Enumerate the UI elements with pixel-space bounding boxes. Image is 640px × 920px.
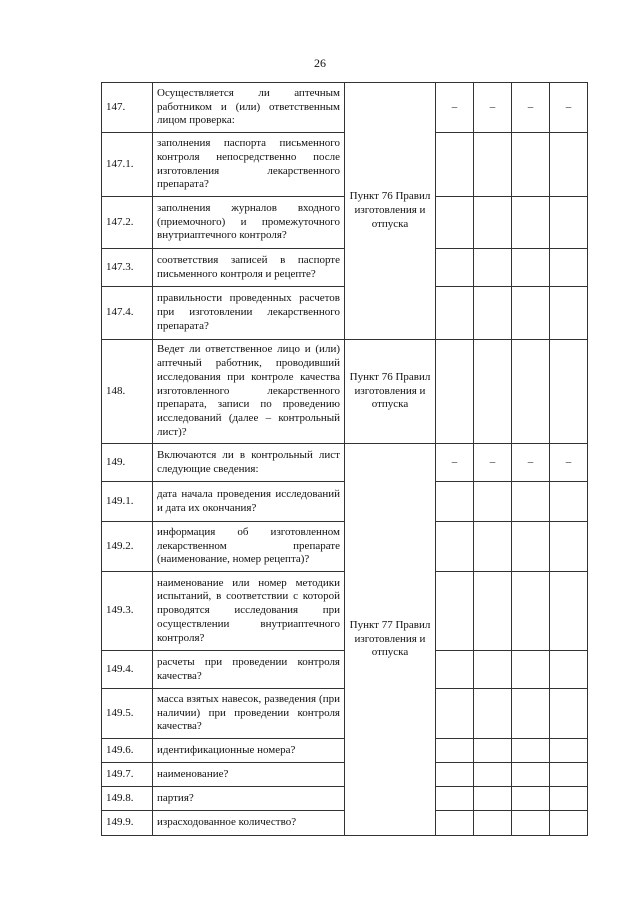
- question-text: Осуществляется ли аптечным работником и (или) ответственным лицом проверка:: [153, 83, 345, 133]
- answer-cell-note: –: [550, 83, 588, 133]
- row-number: 149.2.: [102, 522, 153, 572]
- row-number: 149.6.: [102, 739, 153, 763]
- answer-cell-yes: [436, 482, 474, 522]
- answer-cell-na: [512, 787, 550, 811]
- answer-cell-na: [512, 133, 550, 197]
- question-text: заполнения журналов входного (приемочного) и промежуточного внутриаптечного контроля?: [153, 197, 345, 249]
- question-text: идентификационные номера?: [153, 739, 345, 763]
- answer-cell-no: [474, 287, 512, 340]
- answer-cell-na: –: [512, 83, 550, 133]
- legal-reference: Пункт 76 Правил изготовления и отпуска: [345, 83, 436, 340]
- answer-cell-na: [512, 197, 550, 249]
- row-number: 148.: [102, 340, 153, 444]
- answer-cell-na: [512, 482, 550, 522]
- row-number: 147.2.: [102, 197, 153, 249]
- answer-cell-note: –: [550, 444, 588, 482]
- answer-cell-note: [550, 249, 588, 287]
- row-number: 147.3.: [102, 249, 153, 287]
- row-number: 149.1.: [102, 482, 153, 522]
- question-text: партия?: [153, 787, 345, 811]
- answer-cell-no: [474, 133, 512, 197]
- row-number: 147.: [102, 83, 153, 133]
- question-text: израсходованное количество?: [153, 811, 345, 836]
- answer-cell-yes: –: [436, 444, 474, 482]
- answer-cell-no: [474, 482, 512, 522]
- question-text: заполнения паспорта письменного контроля непосредственно после изготовления лекарственного препарата?: [153, 133, 345, 197]
- answer-cell-na: [512, 522, 550, 572]
- row-number: 149.8.: [102, 787, 153, 811]
- answer-cell-note: [550, 651, 588, 689]
- row-number: 149.9.: [102, 811, 153, 836]
- answer-cell-yes: [436, 651, 474, 689]
- answer-cell-na: [512, 249, 550, 287]
- answer-cell-yes: [436, 287, 474, 340]
- answer-cell-no: [474, 739, 512, 763]
- row-number: 149.: [102, 444, 153, 482]
- legal-reference: Пункт 77 Правил изготовления и отпуска: [345, 444, 436, 836]
- question-text: расчеты при проведении контроля качества?: [153, 651, 345, 689]
- answer-cell-note: [550, 482, 588, 522]
- answer-cell-note: [550, 197, 588, 249]
- answer-cell-no: [474, 787, 512, 811]
- answer-cell-yes: [436, 739, 474, 763]
- answer-cell-no: [474, 811, 512, 836]
- answer-cell-note: [550, 811, 588, 836]
- row-number: 149.4.: [102, 651, 153, 689]
- question-text: правильности проведенных расчетов при изготовлении лекарственного препарата?: [153, 287, 345, 340]
- answer-cell-no: [474, 522, 512, 572]
- answer-cell-note: [550, 787, 588, 811]
- answer-cell-no: [474, 689, 512, 739]
- answer-cell-no: [474, 572, 512, 651]
- answer-cell-yes: [436, 197, 474, 249]
- answer-cell-yes: [436, 340, 474, 444]
- answer-cell-note: [550, 739, 588, 763]
- answer-cell-na: [512, 689, 550, 739]
- question-text: информация об изготовленном лекарственном препарате (наименование, номер рецепта)?: [153, 522, 345, 572]
- answer-cell-note: [550, 133, 588, 197]
- answer-cell-note: [550, 287, 588, 340]
- answer-cell-yes: [436, 133, 474, 197]
- answer-cell-note: [550, 340, 588, 444]
- answer-cell-na: [512, 739, 550, 763]
- answer-cell-yes: –: [436, 83, 474, 133]
- answer-cell-yes: [436, 811, 474, 836]
- question-text: Включаются ли в контрольный лист следующие сведения:: [153, 444, 345, 482]
- question-text: дата начала проведения исследований и дата их окончания?: [153, 482, 345, 522]
- table-row: [102, 340, 588, 444]
- answer-cell-na: [512, 572, 550, 651]
- question-text: соответствия записей в паспорте письменного контроля и рецепте?: [153, 249, 345, 287]
- answer-cell-na: [512, 651, 550, 689]
- answer-cell-na: [512, 811, 550, 836]
- answer-cell-note: [550, 689, 588, 739]
- answer-cell-no: –: [474, 444, 512, 482]
- answer-cell-no: [474, 651, 512, 689]
- answer-cell-no: –: [474, 83, 512, 133]
- row-number: 149.5.: [102, 689, 153, 739]
- question-text: наименование?: [153, 763, 345, 787]
- checklist-table: [101, 82, 588, 836]
- answer-cell-yes: [436, 689, 474, 739]
- answer-cell-yes: [436, 787, 474, 811]
- question-text: масса взятых навесок, разведения (при наличии) при проведении контроля качества?: [153, 689, 345, 739]
- answer-cell-na: [512, 340, 550, 444]
- table-row: [102, 444, 588, 482]
- answer-cell-note: [550, 522, 588, 572]
- answer-cell-no: [474, 340, 512, 444]
- answer-cell-no: [474, 763, 512, 787]
- answer-cell-na: –: [512, 444, 550, 482]
- question-text: Ведет ли ответственное лицо и (или) аптечный работник, проводивший исследования при контроле качества изготовленного лекарственного препарата, записи по проведению исследований (далее – контрольный лист)?: [153, 340, 345, 444]
- answer-cell-yes: [436, 763, 474, 787]
- answer-cell-no: [474, 249, 512, 287]
- answer-cell-note: [550, 572, 588, 651]
- answer-cell-na: [512, 763, 550, 787]
- answer-cell-note: [550, 763, 588, 787]
- row-number: 149.7.: [102, 763, 153, 787]
- answer-cell-yes: [436, 249, 474, 287]
- legal-reference: Пункт 76 Правил изготовления и отпуска: [345, 340, 436, 444]
- row-number: 147.1.: [102, 133, 153, 197]
- answer-cell-yes: [436, 572, 474, 651]
- answer-cell-na: [512, 287, 550, 340]
- question-text: наименование или номер методики испытаний, в соответствии с которой проводятся исследования при осуществлении внутриаптечного контроля?: [153, 572, 345, 651]
- row-number: 149.3.: [102, 572, 153, 651]
- row-number: 147.4.: [102, 287, 153, 340]
- answer-cell-yes: [436, 522, 474, 572]
- table-row: [102, 83, 588, 133]
- answer-cell-no: [474, 197, 512, 249]
- page-number: 26: [314, 56, 326, 70]
